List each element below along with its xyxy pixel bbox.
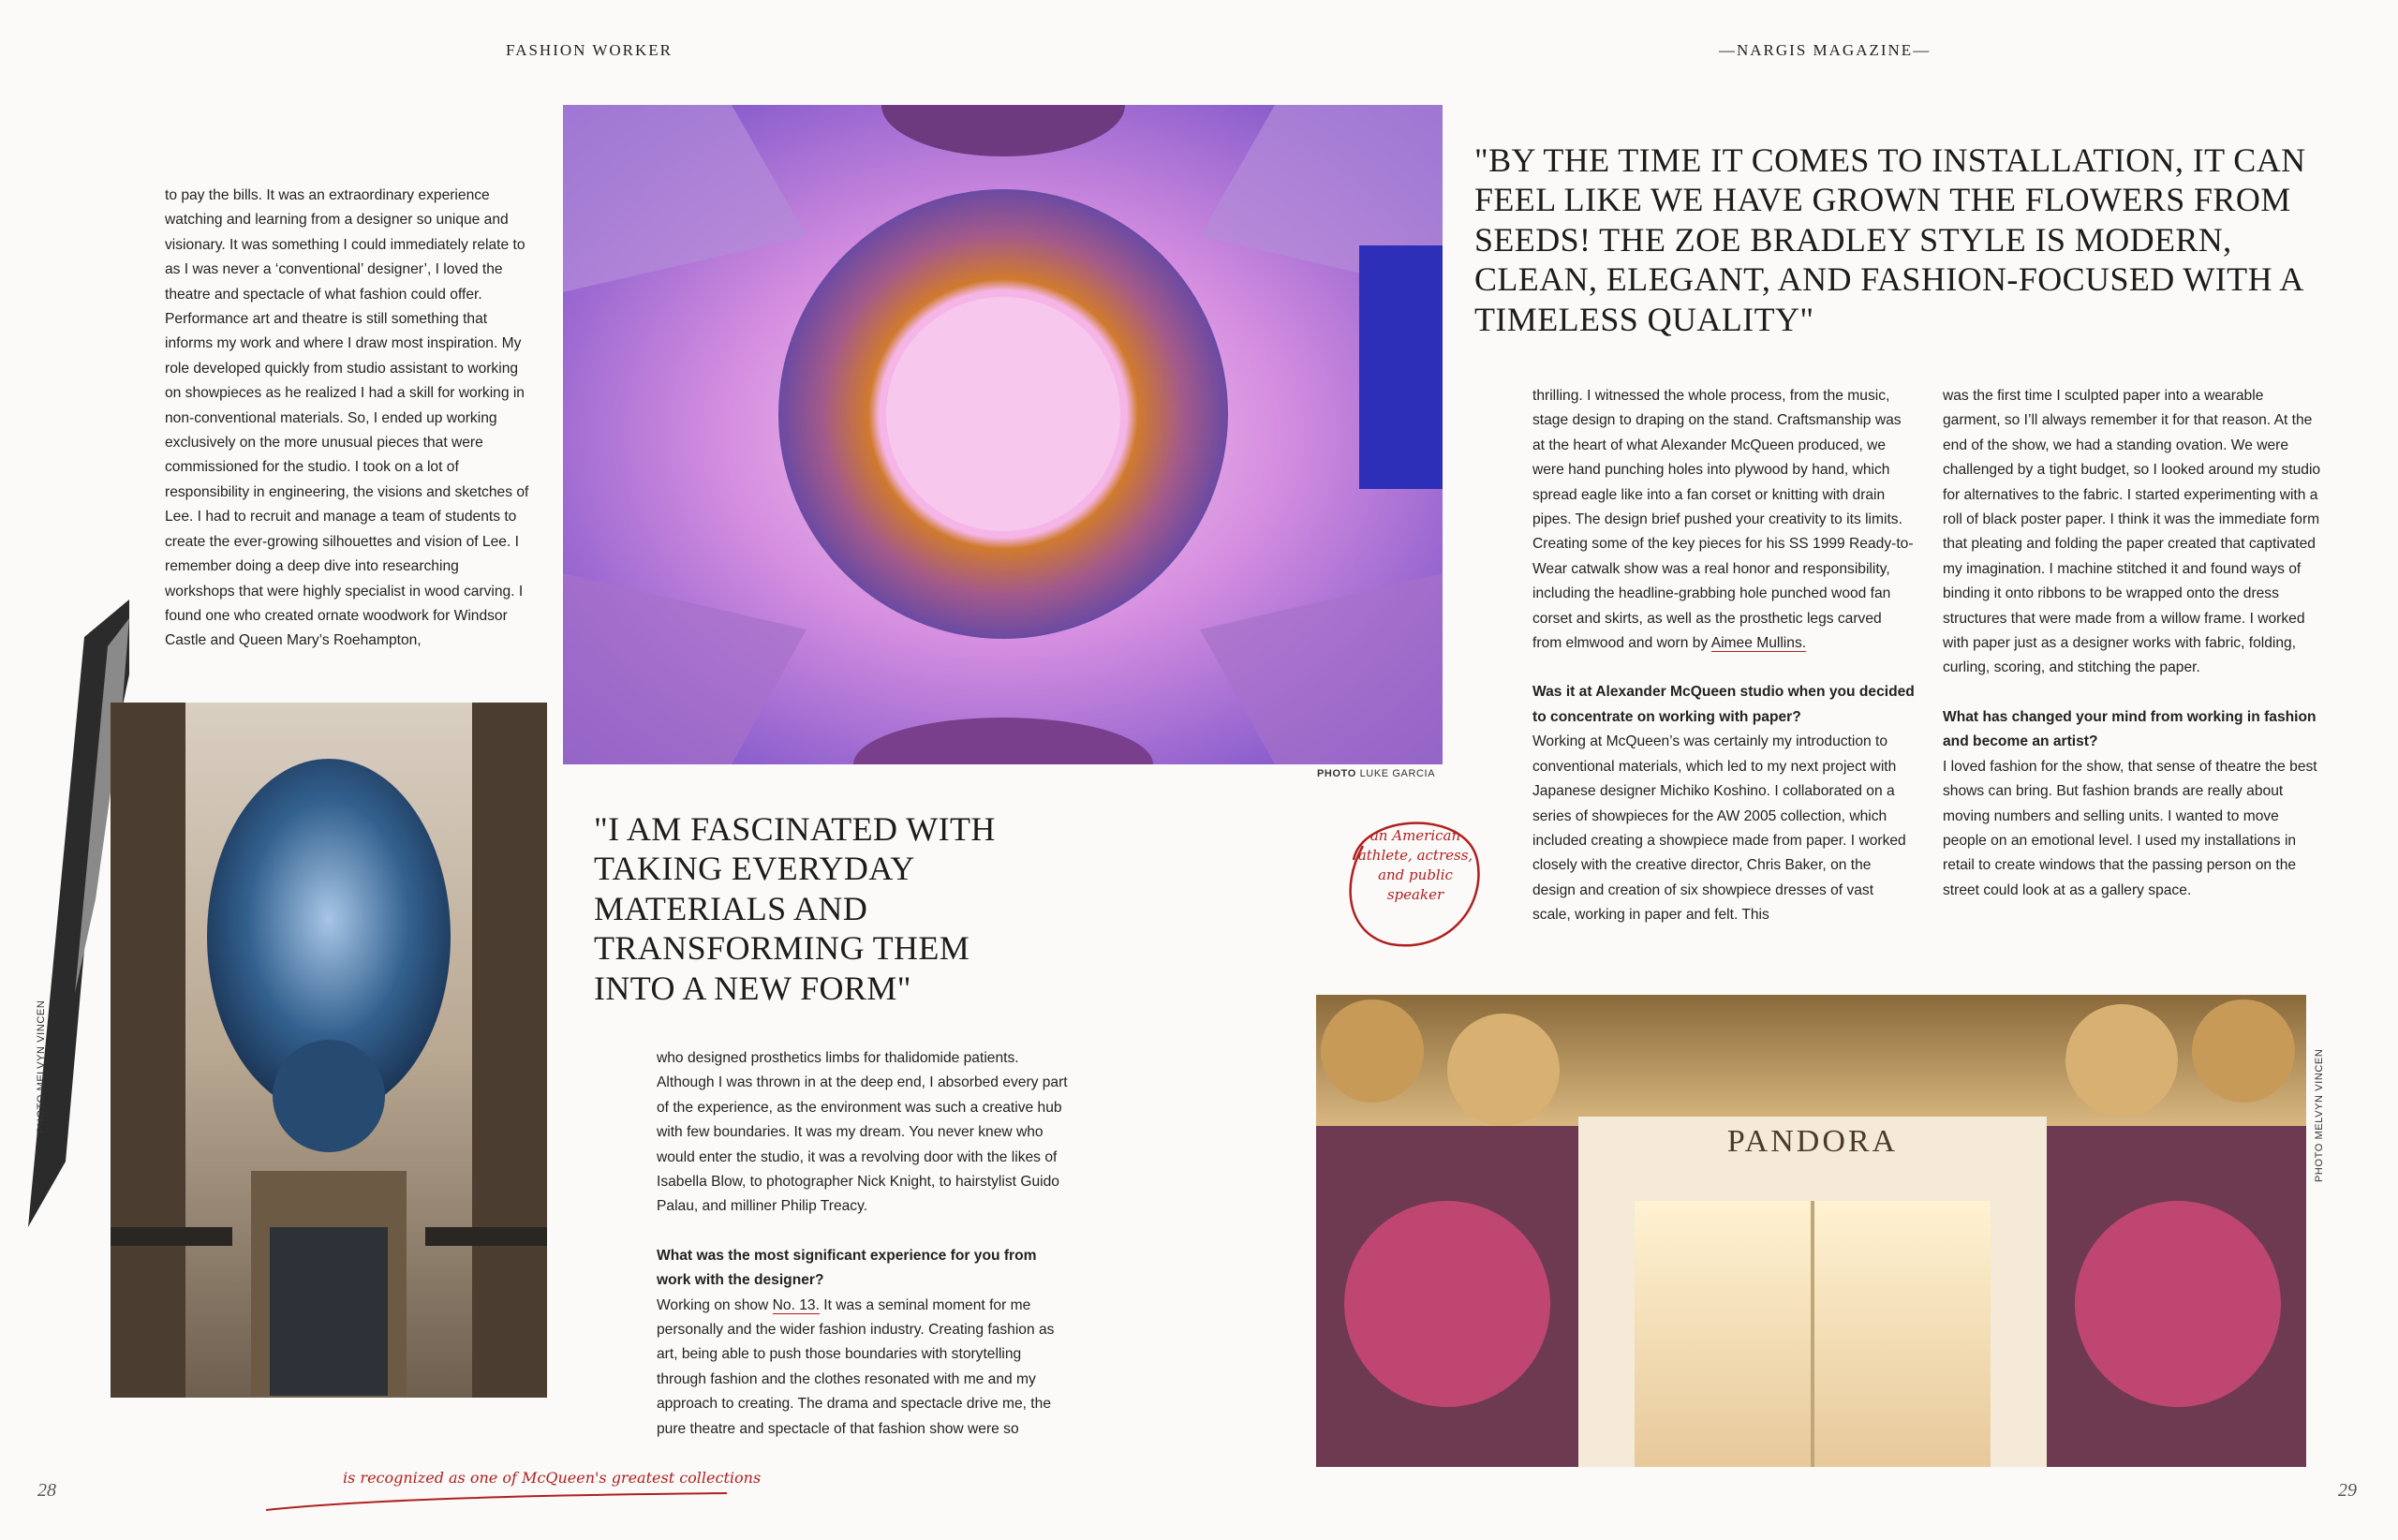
aimee-mullins-link[interactable]: Aimee Mullins.: [1710, 635, 1807, 652]
right-photo-credit: PHOTO MELVYN VINCEN: [2314, 1048, 2325, 1182]
no13-link[interactable]: No. 13.: [772, 1296, 820, 1313]
top-photo-credit: [1317, 768, 1435, 779]
circle-note: an American athlete, actress, and public speaker: [1357, 827, 1473, 903]
right-a-paragraph-1: [1532, 384, 1915, 656]
answer-working-with-paper: Working at McQueen’s was certainly my introduction to conventional materials, which led to my next project with Japanese designer Michiko Koshino. I collaborated on a series of showpieces for the AW 2005 collection, which included creating a showpiece made from paper. I worked closely with the creative director, Chris Baker, on the design and creation of six showpiece dresses of vast scale, working in paper and felt. This: [1532, 733, 1906, 924]
right-column-b-text: [1943, 384, 2325, 903]
credit-name: LUKE GARCIA: [1359, 768, 1436, 779]
page-number-left: 28: [37, 1480, 56, 1501]
question-working-with-paper: Was it at Alexander McQueen studio when you decided to concentrate on working with paper?: [1532, 684, 1915, 725]
answer-start: Working on show: [657, 1296, 773, 1313]
pandora-storefront-photo: [1316, 995, 2306, 1467]
masthead-right-title: —NARGIS MAGAZINE—: [1719, 41, 1932, 59]
left-photo-credit: PHOTO MELVYN VINCEN: [36, 1000, 47, 1133]
ceiling-installation-photo: [563, 105, 1443, 764]
right-b-paragraph-1: was the first time I sculpted paper into a wearable garment, so I’ll always remember it for that reason. At the end of the show, we had a standing ovation. We were challenged by a tight budget, so I looked around my studio for alternatives to the fabric. I started experimenting with a roll of black poster paper. I think it was the immediate form that pleating and folding the paper created that captivated my imagination. I machine stitched it and found ways of binding it onto ribbons to be wrapped onto the dress structures that were made from a willow frame. I worked with paper just as a designer works with fabric, folding, curling, scoring, and stitching the paper.: [1943, 388, 2321, 676]
right-a-p1-start: thrilling. I witnessed the whole process, from the music, stage design to draping on the stand. Craftsmanship was at the heart of what Alexander McQueen produced, we were hand punching holes into plywood by hand, which spread eagle like into a fan corset or knitting with drain pipes. The design brief pushed your creativity to its limits. Creating some of the key pieces for his SS 1999 Ready-to-Wear catwalk show was a real honor and responsibility, including the headline-grabbing hole punched wood fan corset and skirts, as well as the prosthetic legs carved from elmwood and worn by: [1532, 388, 1914, 652]
answer-significant-experience: [657, 1294, 1069, 1442]
chandelier-photo: [111, 703, 547, 1398]
masthead-left-logo: [506, 41, 673, 60]
store-sign: PANDORA: [1726, 1124, 1899, 1159]
left-column-text: [165, 184, 530, 654]
middle-column-text: [657, 1046, 1069, 1442]
bottom-note: is recognized as one of McQueen's greatest collections: [343, 1469, 762, 1487]
right-column-a-text: [1532, 384, 1915, 928]
pull-quote-right: "BY THE TIME IT COMES TO INSTALLATION, IT CAN FEEL LIKE WE HAVE GROWN THE FLOWERS FROM SEEDS! THE ZOE BRADLEY STYLE IS MODERN, CLEAN, ELEGANT, AND FASHION-FOCUSED WITH A TIMELESS QUALITY": [1474, 141, 2306, 338]
credit-label: PHOTO: [1317, 768, 1356, 779]
question-significant-experience: What was the most significant experience for you from work with the designer?: [657, 1247, 1037, 1289]
page-number-right: 29: [2338, 1480, 2357, 1501]
logo-text: FASHION WORKER: [506, 41, 674, 59]
pull-quote-left: "I AM FASCINATED WITH TAKING EVERYDAY MATERIALS AND TRANSFORMING THEM INTO A NEW FORM": [594, 810, 996, 1007]
question-become-artist: What has changed your mind from working in fashion and become an artist?: [1943, 708, 2317, 750]
middle-paragraph-1: who designed prosthetics limbs for thalidomide patients. Although I was thrown in at the deep end, I absorbed every part of the experience, as the environment was such a creative hub with few boundaries. It was my dream. You never knew who would enter the studio, it was a revolving door with the likes of Isabella Blow, to photographer Nick Knight, to hairstylist Guido Palau, and milliner Philip Treacy.: [657, 1050, 1068, 1215]
bottom-note-underline: [262, 1489, 731, 1518]
answer-become-artist: I loved fashion for the show, that sense of theatre the best shows can bring. But fashion brands are really about moving numbers and selling units. I wanted to move people on an emotional level. I used my installations in retail to create windows that the passing person on the street could look at as a gallery space.: [1943, 758, 2317, 898]
answer-rest: It was a seminal moment for me personally and the wider fashion industry. Creating fashion as art, being able to push those boundaries with storytelling through fashion and the clothes resonated with me and my approach to creating. The drama and spectacle drive me, the pure theatre and spectacle of that fashion show were so: [657, 1296, 1055, 1437]
left-column-paragraph: to pay the bills. It was an extraordinary experience watching and learning from a designer so unique and visionary. It was something I could immediately relate to as I was never a ‘conventional’ designer’, I loved the theatre and spectacle of what fashion could offer. Performance art and theatre is still something that informs my work and where I draw most inspiration. My role developed quickly from studio assistant to working on showpieces as he realized I had a skill for working in non-conventional materials. So, I ended up working exclusively on the more unusual pieces that were commissioned for the studio. I took on a lot of responsibility in engineering, the visions and sketches of Lee. I had to recruit and manage a team of students to create the ever-growing silhouettes and vision of Lee. I remember doing a deep dive into researching workshops that were highly specialist in wood carving. I found one who created ornate woodwork for Windsor Castle and Queen Mary’s Roehampton,: [165, 187, 529, 649]
